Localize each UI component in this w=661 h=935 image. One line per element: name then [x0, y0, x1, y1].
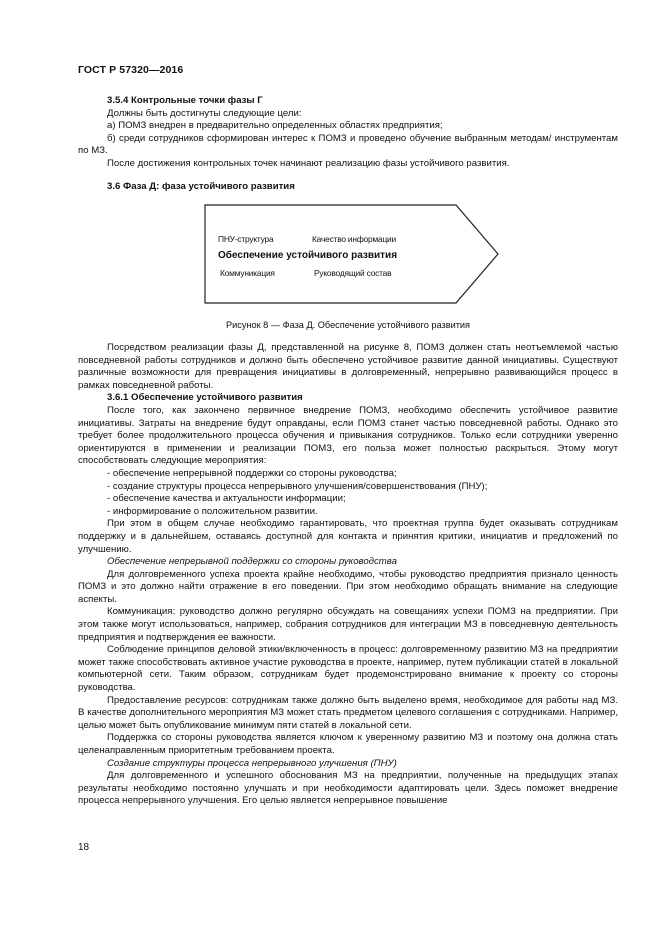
paragraph: Коммуникация: руководство должно регулярно обсуждать на совещаниях успехи ПОМЗ на предприятии. При этом также могут использоваться, например, собрания сотрудников для интеграции МЗ в повседневную деятельность предприятия и подтверждения ее важности. [78, 606, 618, 643]
figure-label-pnu-structure: ПНУ-структура [218, 234, 274, 244]
section-3-5-4-title: 3.5.4 Контрольные точки фазы Г [107, 95, 263, 106]
paragraph: Посредством реализации фазы Д, представленной на рисунке 8, ПОМЗ должен стать неотъемлемой частью повседневной работы сотрудников и должно быть обеспечено устойчивое развитие данной инициативы. Существуют различные возможности для превращения инициативы в долговременный, непрерывно развивающийся процесс в рамках повседневной работы. [78, 342, 618, 391]
section-3-6 [78, 181, 618, 194]
standard-header: ГОСТ Р 57320—2016 [78, 64, 184, 76]
paragraph: Предоставление ресурсов: сотрудникам также должно быть выделено время, необходимое для работы над МЗ. В качестве дополнительного мероприятия МЗ может стать предметом целевого соглашения с сотрудниками. Например, целью может быть опубликование минимум пяти статей в локальной сети. [78, 694, 618, 731]
paragraph: Соблюдение принципов деловой этики/включенность в процесс: долговременному развитию МЗ на предприятии может также способствовать активное участие руководства в проекте, например, путем публикации статей в локальной компьютерной сети. Таким образом, сотрудникам будет продемонстрировано внимание к проекту со стороны руководства. [78, 644, 618, 694]
goal-item-a: а) ПОМЗ внедрен в предварительно определенных областях предприятия; [107, 120, 443, 132]
page-number: 18 [78, 842, 90, 853]
section-3-6-1-title: 3.6.1 Обеспечение устойчивого развития [107, 392, 303, 404]
section-3-5-4 [78, 95, 618, 171]
paragraph: При этом в общем случае необходимо гарантировать, что проектная группа будет оказывать сотрудникам поддержку и в дальнейшем, оставаясь доступной для контакта и принятия критики, инициатив и предложений по улучшению. [78, 518, 618, 555]
paragraph: Для долговременного успеха проекта крайне необходимо, чтобы руководство предприятия признало ценность ПОМЗ и это должно найти отражение в его поведении. При этом необходимо обращать внимание на следующие аспекты. [78, 568, 618, 605]
list-item: - обеспечение непрерывной поддержки со стороны руководства; [107, 467, 397, 479]
section-3-5-4-after: После достижения контрольных точек начинают реализацию фазы устойчивого развития. [107, 157, 510, 169]
list-item: - обеспечение качества и актуальности информации; [107, 493, 346, 505]
figure-8 [204, 204, 500, 304]
figure-label-management: Руководящий состав [314, 268, 392, 278]
subheading-management-support: Обеспечение непрерывной поддержки со стороны руководства [107, 556, 397, 568]
figure-label-info-quality: Качество информации [312, 234, 397, 244]
goal-item-b: б) среди сотрудников сформирован интерес к ПОМЗ и проведено обучение выбранным методам/ инструментам по МЗ. [78, 132, 618, 157]
subheading-pnu-structure: Создание структуры процесса непрерывного улучшения (ПНУ) [107, 757, 397, 769]
section-3-6-title: 3.6 Фаза Д: фаза устойчивого развития [107, 181, 295, 192]
list-item: - создание структуры процесса непрерывного улучшения/совершенствования (ПНУ); [107, 480, 488, 492]
paragraph: Поддержка со стороны руководства является ключом к уверенному развитию МЗ и поэтому она должна стать целенаправленным приоритетным требованием проекта. [78, 732, 618, 756]
figure-label-communication: Коммуникация [220, 268, 275, 278]
figure-caption: Рисунок 8 — Фаза Д. Обеспечение устойчивого развития [225, 320, 471, 330]
figure-label-sustainable-development: Обеспечение устойчивого развития [218, 250, 398, 261]
list-item: - информирование о положительном развитии. [107, 505, 318, 517]
paragraph: После того, как закончено первичное внедрение ПОМЗ, необходимо обеспечить устойчивое развитие инициативы. Затраты на внедрение будут оправданы, если ПОМЗ станет частью повседневной работы. Однако это требует более продолжительного процесса обучения и привыкания сотрудников. Только если сотрудники уверенно ориентируются в применении и реализации ПОМЗ, его польза может полностью раскрыться. Этому могут способствовать следующие мероприятия: [78, 404, 618, 467]
section-3-5-4-intro: Должны быть достигнуты следующие цели: [107, 107, 302, 119]
paragraph: Для долговременного и успешного обоснования МЗ на предприятии, полученные на предыдущих этапах результаты необходимо постоянно улучшать и при необходимости адаптировать цели. Здесь поможет внедрение процесса непрерывного улучшения. Его целью является непрерывное повышение [78, 770, 618, 807]
main-body [78, 342, 618, 808]
